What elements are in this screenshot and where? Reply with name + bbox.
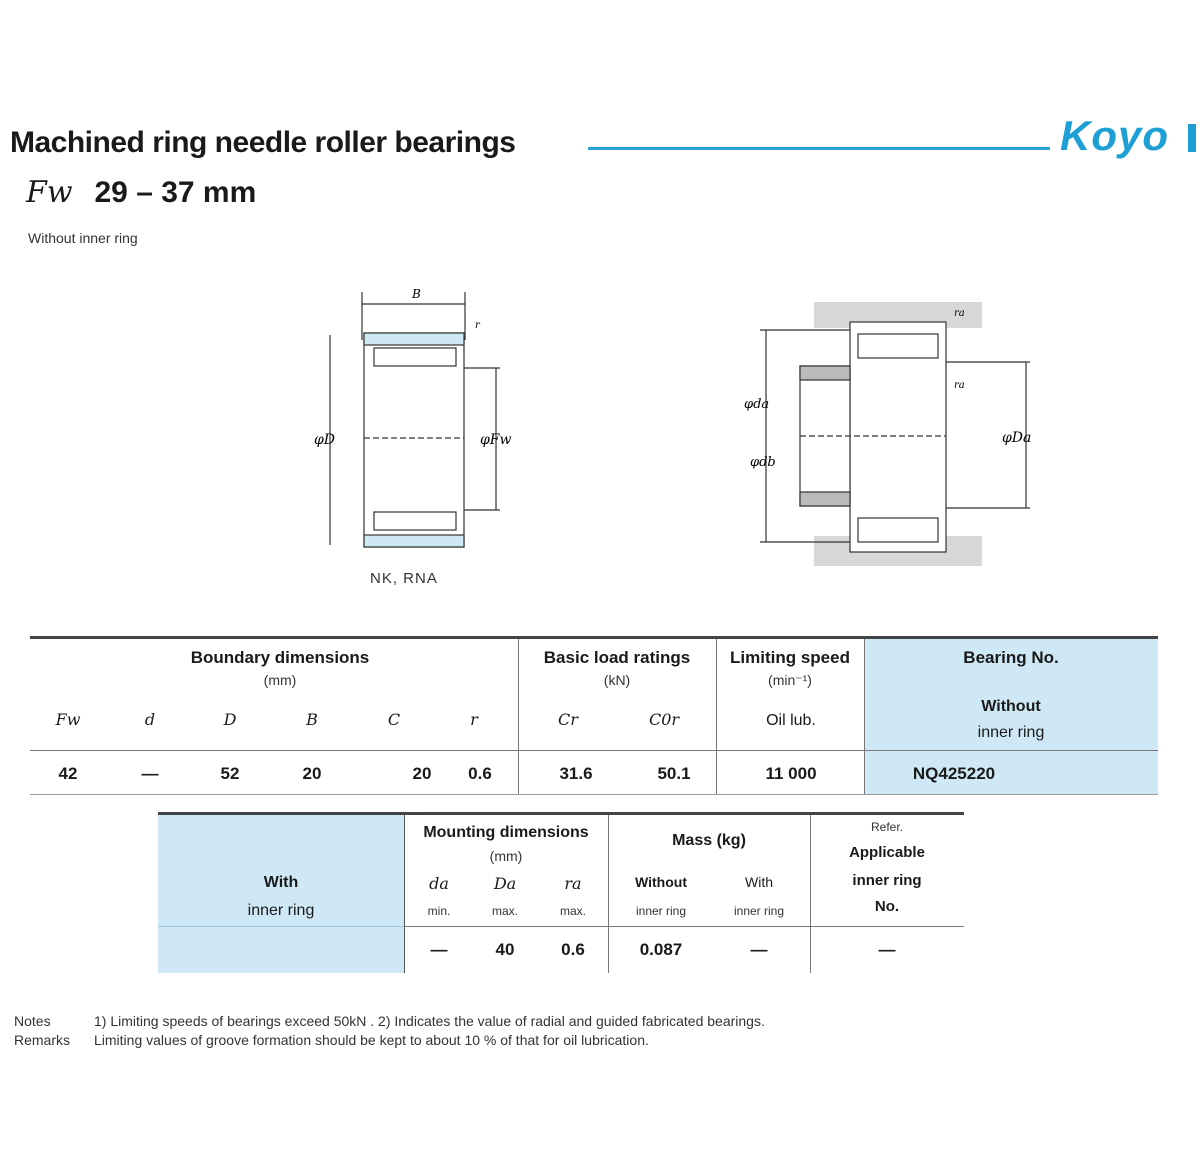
col-d: d: [144, 710, 156, 729]
mounting-drawing: [740, 296, 1060, 580]
inner-ring-label: inner ring: [247, 902, 315, 919]
sub-mass-with: inner ring: [733, 904, 785, 918]
label-d-outer: φD: [314, 432, 336, 448]
note-line-2: [14, 1031, 765, 1050]
bearing-section-drawing: [300, 280, 540, 560]
mounting-table: [158, 812, 964, 974]
cell-ref: —: [878, 940, 896, 959]
cell-fw: 42: [58, 764, 78, 783]
subtitle-note: Without inner ring: [28, 230, 138, 246]
group-boundary-unit: (mm): [263, 672, 297, 688]
col-dd: D: [223, 710, 237, 729]
ref-no: No.: [874, 898, 900, 915]
col-c: C: [387, 710, 401, 729]
col-cr: Cr: [558, 710, 578, 729]
col-da-outer: Da: [493, 874, 517, 893]
group-mounting-unit: (mm): [489, 848, 523, 864]
cell-mass-with: —: [750, 940, 768, 959]
note-text-1: 1) Limiting speeds of bearings exceed 50kN . 2) Indicates the value of radial and guided fabricated bearings.: [94, 1013, 765, 1029]
ref-applicable: Applicable: [849, 844, 925, 861]
bearing-sub-inner: inner ring: [977, 724, 1045, 741]
col-mass-without: Without: [635, 874, 687, 890]
cell-da: —: [430, 940, 448, 959]
group-boundary-dims: Boundary dimensions: [190, 648, 370, 667]
sub-max-2: max.: [559, 904, 586, 918]
cell-speed: 11 000: [765, 764, 817, 783]
col-ra: ra: [564, 874, 582, 893]
title-rule: [588, 147, 1050, 150]
label-fw: φFw: [480, 432, 512, 448]
group-speed-note: (min⁻¹): [768, 672, 812, 688]
col-fw: Fw: [55, 710, 81, 729]
fw-symbol: Fw: [26, 175, 73, 210]
cell-c0r: 50.1: [657, 764, 691, 783]
brand-mark: [1188, 124, 1196, 152]
cell-c: 20: [412, 764, 432, 783]
note-text-2: Limiting values of groove formation should be kept to about 10 % of that for oil lubrication.: [94, 1032, 649, 1048]
label-r: r: [475, 320, 480, 331]
size-range: [26, 175, 256, 210]
cell-d: —: [141, 764, 159, 783]
label-b: B: [412, 287, 421, 301]
group-mounting-dims: Mounting dimensions: [423, 824, 589, 841]
cell-mass-without: 0.087: [639, 940, 683, 959]
cell-ra: 0.6: [561, 940, 585, 959]
col-b: B: [306, 710, 318, 729]
figure-caption: NK, RNA: [370, 570, 438, 587]
cell-da-outer: 40: [495, 940, 515, 959]
brand-logo: Koyo: [1060, 112, 1169, 159]
label-da-outer: φDa: [1002, 430, 1032, 446]
group-limiting-speed: Limiting speed: [730, 648, 850, 667]
with-inner-ring-highlight: [158, 815, 404, 973]
label-da: φda: [744, 397, 770, 412]
col-mass-with: With: [745, 874, 773, 890]
sub-mass-without: inner ring: [635, 904, 687, 918]
group-bearing-no: Bearing No.: [963, 648, 1059, 667]
bearing-table: [30, 636, 1158, 796]
col-c0r: C0r: [648, 710, 680, 729]
group-load-ratings: Basic load ratings: [543, 648, 691, 667]
note-line-1: [14, 1012, 765, 1031]
col-da: da: [429, 874, 449, 893]
note-label-1: Notes: [14, 1013, 51, 1029]
label-ra-side: ra: [954, 380, 965, 391]
note-label-2: Remarks: [14, 1032, 71, 1048]
bearing-sub-without: Without: [981, 698, 1041, 715]
cell-bearing-no: NQ425220: [912, 764, 996, 783]
label-db: φdb: [750, 455, 776, 470]
label-ra-top: ra: [954, 308, 965, 319]
sub-max-1: max.: [491, 904, 518, 918]
group-load-unit: (kN): [603, 672, 631, 688]
cell-cr: 31.6: [559, 764, 593, 783]
group-mass: Mass (kg): [672, 832, 746, 849]
footnotes: [14, 1012, 765, 1050]
with-label: With: [263, 874, 299, 891]
sub-min: min.: [427, 904, 451, 918]
col-oil-lub: Oil lub.: [766, 712, 816, 729]
page-title: Machined ring needle roller bearings: [10, 126, 516, 159]
cell-dd: 52: [220, 764, 240, 783]
ref-inner-ring: inner ring: [852, 872, 922, 889]
cell-b: 20: [302, 764, 322, 783]
range-text: 29 – 37 mm: [94, 176, 257, 209]
group-refer: Refer.: [870, 820, 903, 834]
cell-r: 0.6: [468, 764, 492, 783]
col-r: r: [470, 710, 478, 729]
